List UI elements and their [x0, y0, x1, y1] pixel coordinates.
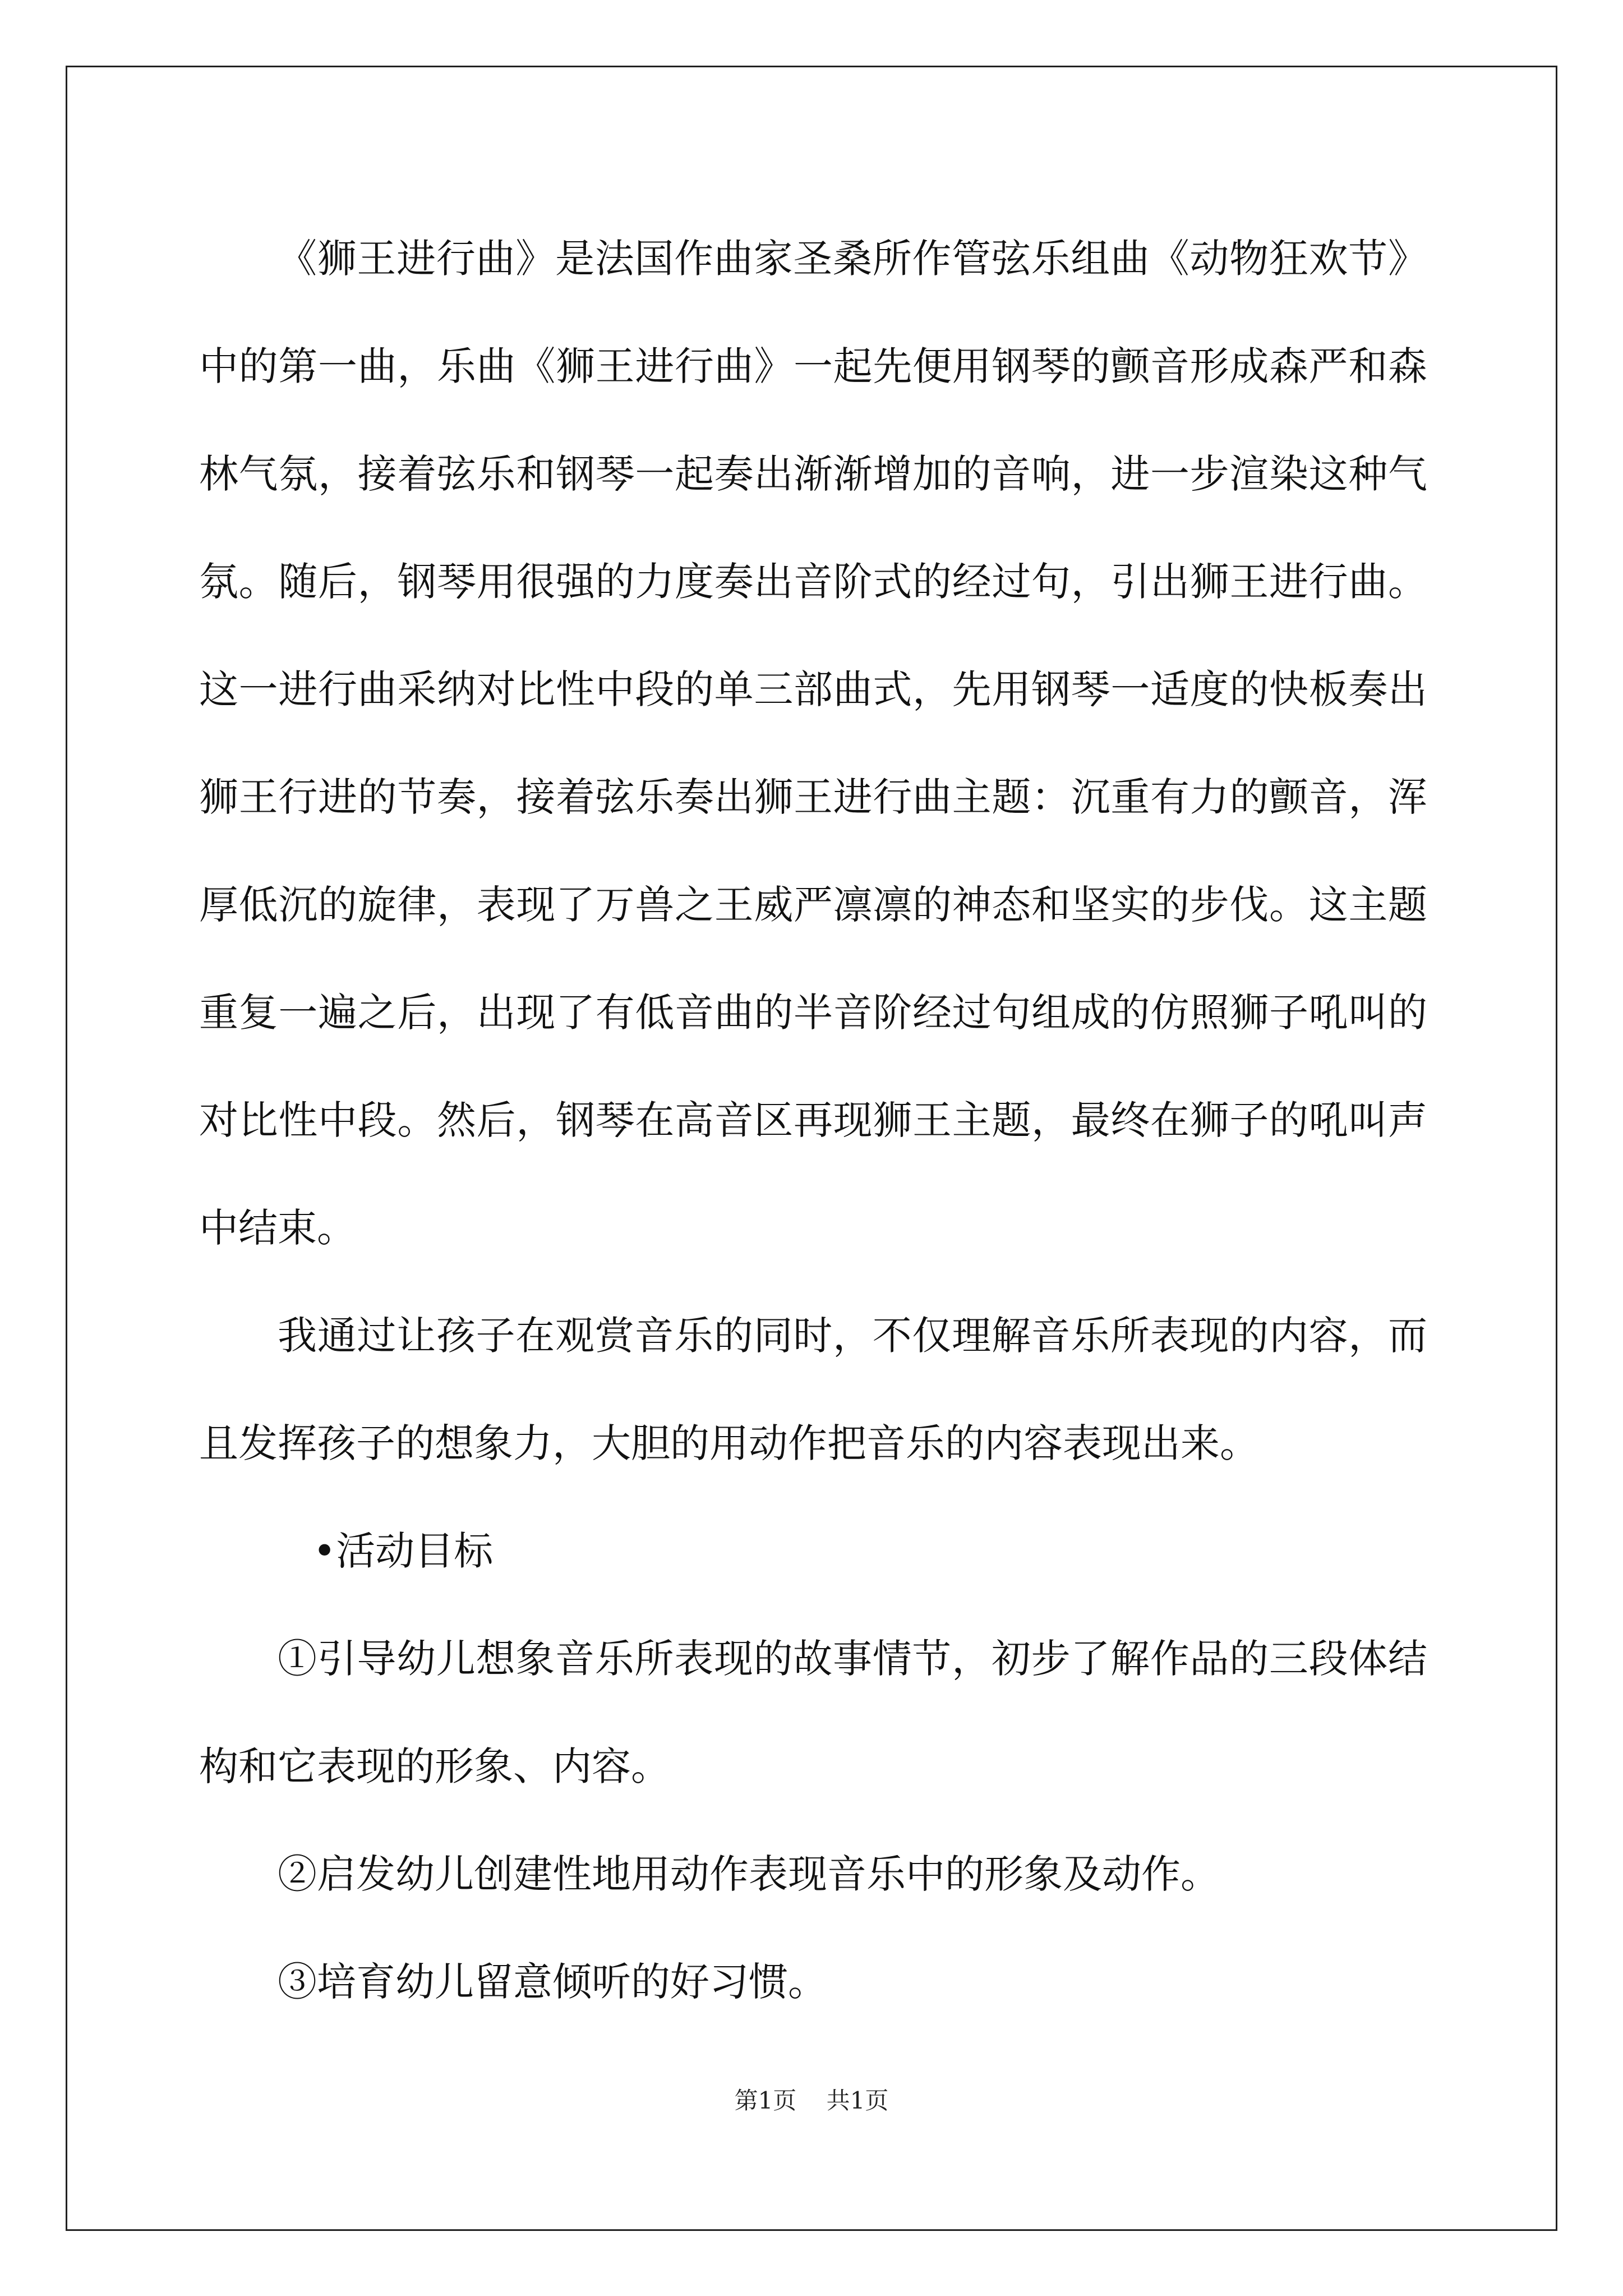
paragraph-method: 我通过让孩子在观赏音乐的同时，不仅理解音乐所表现的内容，而且发挥孩子的想象力，大胆的用动作把音乐的内容表现出来。: [199, 1313, 1427, 1466]
goal-item-2: ②启发幼儿创建性地用动作表现音乐中的形象及动作。: [278, 1851, 1220, 1897]
page-number-footer: 第1页 共1页: [734, 2087, 889, 2114]
goal-item-1: ①引导幼儿想象音乐所表现的故事情节，初步了解作品的三段体结构和它表现的形象、内容。: [199, 1636, 1427, 1789]
goal-item-3: ③培育幼儿留意倾听的好习惯。: [278, 1959, 827, 2005]
section-heading-goals: •活动目标: [313, 1528, 494, 1574]
document-body: [199, 205, 1427, 2036]
paragraph-intro: 《狮王进行曲》是法国作曲家圣桑所作管弦乐组曲《动物狂欢节》中的第一曲，乐曲《狮王进行曲》一起先便用钢琴的颤音形成森严和森林气氛，接着弦乐和钢琴一起奏出渐渐增加的音响，进一步渲染这种气氛。随后，钢琴用很强的力度奏出音阶式的经过句，引出狮王进行曲。这一进行曲采纳对比性中段的单三部曲式，先用钢琴一适度的快板奏出狮王行进的节奏，接着弦乐奏出狮王进行曲主题：沉重有力的颤音，浑厚低沉的旋律，表现了万兽之王威严凛凛的神态和坚实的步伐。这主题重复一遍之后，出现了有低音曲的半音阶经过句组成的仿照狮子吼叫的对比性中段。然后，钢琴在高音区再现狮王主题，最终在狮子的吼叫声中结束。: [199, 236, 1427, 1251]
